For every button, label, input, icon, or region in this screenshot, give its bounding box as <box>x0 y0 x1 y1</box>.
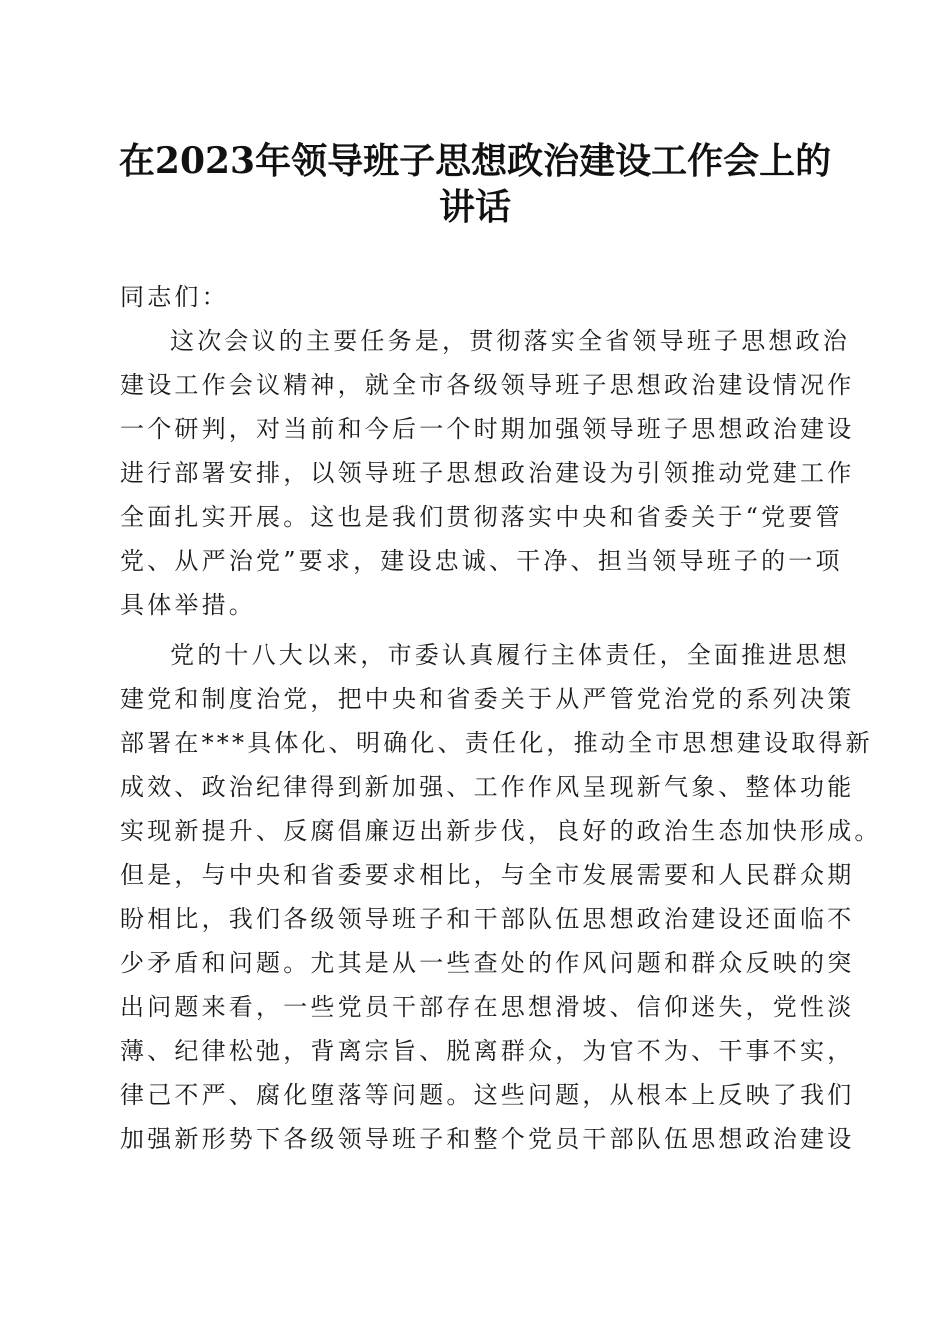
body-line: 一个研判，对当前和今后一个时期加强领导班子思想政治建设 <box>120 415 855 443</box>
body-line: 出问题来看，一些党员干部存在思想滑坡、信仰迷失，党性淡 <box>120 993 855 1021</box>
body-line: 少矛盾和问题。尤其是从一些查处的作风问题和群众反映的突 <box>120 949 855 977</box>
body-line: 律己不严、腐化堕落等问题。这些问题，从根本上反映了我们 <box>120 1081 855 1109</box>
body-line: 进行部署安排，以领导班子思想政治建设为引领推动党建工作 <box>120 459 855 487</box>
document-title-line-2: 讲话 <box>438 186 511 228</box>
body-line: 盼相比，我们各级领导班子和干部队伍思想政治建设还面临不 <box>120 905 855 933</box>
body-line: 实现新提升、反腐倡廉迈出新步伐，良好的政治生态加快形成。 <box>120 817 882 845</box>
body-line: 部署在***具体化、明确化、责任化，推动全市思想建设取得新 <box>120 729 873 757</box>
body-line: 薄、纪律松弛，背离宗旨、脱离群众，为官不为、干事不实， <box>120 1037 855 1065</box>
salutation: 同志们： <box>120 283 229 311</box>
body-line: 全面扎实开展。这也是我们贯彻落实中央和省委关于“党要管 <box>120 503 843 531</box>
body-line: 党的十八大以来，市委认真履行主体责任，全面推进思想 <box>170 641 850 669</box>
body-line: 这次会议的主要任务是，贯彻落实全省领导班子思想政治 <box>170 327 850 355</box>
document-title-line-1: 在2023年领导班子思想政治建设工作会上的 <box>118 140 832 182</box>
body-line: 成效、政治纪律得到新加强、工作作风呈现新气象、整体功能 <box>120 773 855 801</box>
body-line: 具体举措。 <box>120 591 256 619</box>
body-line: 建党和制度治党，把中央和省委关于从严管党治党的系列决策 <box>120 685 855 713</box>
body-line: 党、从严治党”要求，建设忠诚、干净、担当领导班子的一项 <box>120 547 843 575</box>
body-line: 但是，与中央和省委要求相比，与全市发展需要和人民群众期 <box>120 861 855 889</box>
body-line: 加强新形势下各级领导班子和整个党员干部队伍思想政治建设 <box>120 1125 855 1153</box>
body-line: 建设工作会议精神，就全市各级领导班子思想政治建设情况作 <box>120 371 855 399</box>
